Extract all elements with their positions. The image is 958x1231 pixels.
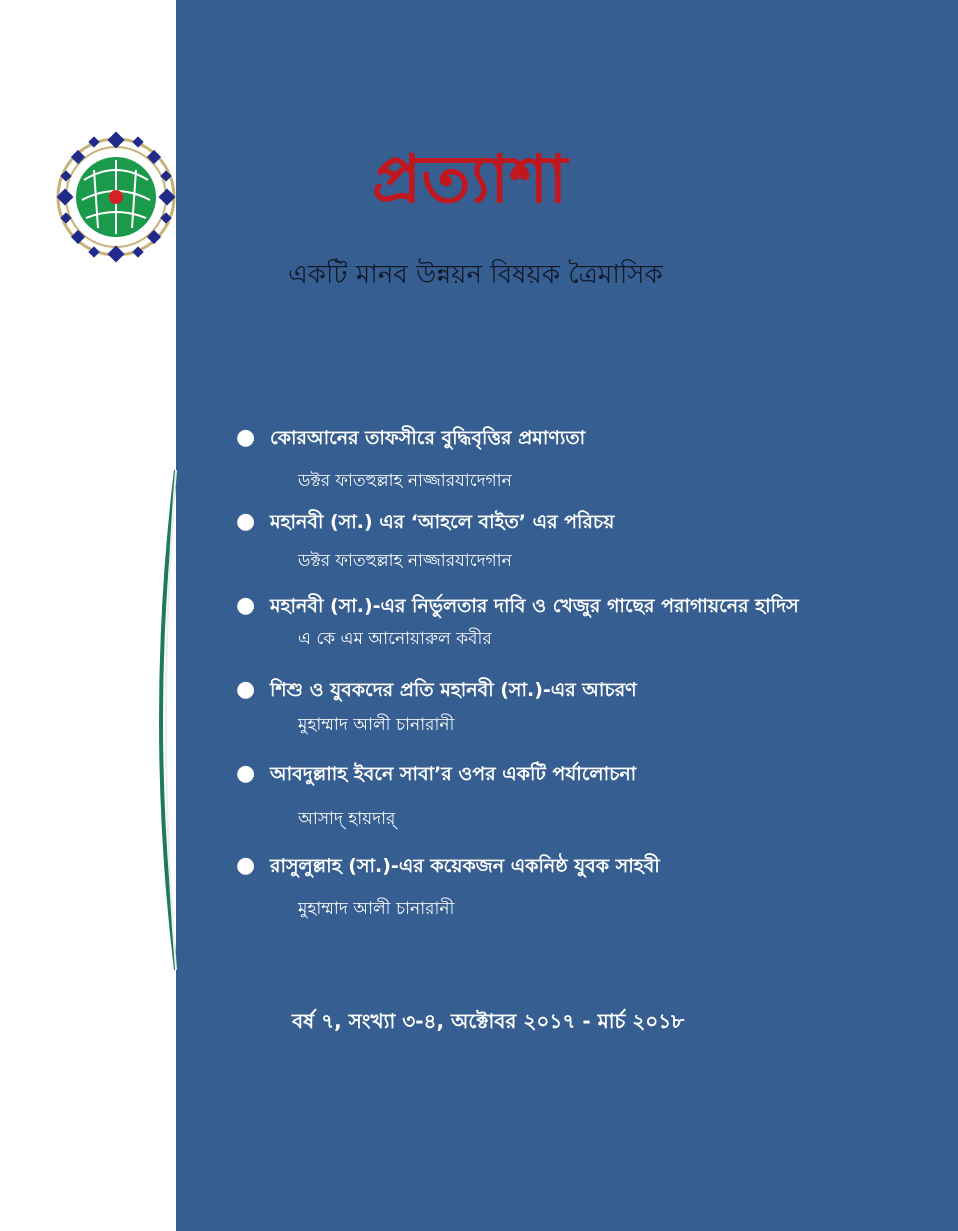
article-title: রাসুলুল্লাহ (সা.)-এর কয়েকজন একনিষ্ঠ যুবক সাহবী <box>270 855 660 877</box>
toc-item <box>236 504 936 588</box>
article-title: কোরআনের তাফসীরে বুদ্ধিবৃত্তির প্রমাণ্যতা <box>270 427 586 449</box>
bullet-icon: ● <box>236 853 256 878</box>
toc-item <box>236 672 936 756</box>
toc-item <box>236 848 936 932</box>
article-author: মুহাম্মাদ আলী চানারানী <box>298 899 455 919</box>
article-title: মহানবী (সা.)-এর নির্ভুলতার দাবি ও খেজুর গাছের পরাগায়নের হাদিস <box>270 595 799 617</box>
bullet-icon: ● <box>236 425 256 450</box>
article-author: আসাদ্ হায়দার্ <box>298 809 396 829</box>
toc-item <box>236 588 936 672</box>
article-author: ডক্টর ফাতহুল্লাহ নাজ্জারযাদেগান <box>298 551 512 571</box>
article-author: ডক্টর ফাতহুল্লাহ নাজ্জারযাদেগান <box>298 471 512 491</box>
toc-item <box>236 420 936 504</box>
article-author: এ কে এম আনোয়ারুল কবীর <box>298 629 492 649</box>
emblem-logo <box>54 110 178 284</box>
issue-info: বর্ষ ৭, সংখ্যা ৩-৪, অক্টোবর ২০১৭ - মার্চ ২০১৮ <box>292 1009 685 1033</box>
article-title: শিশু ও যুবকদের প্রতি মহানবী (সা.)-এর আচরণ <box>270 679 637 701</box>
bullet-icon: ● <box>236 593 256 618</box>
toc-item <box>236 756 936 848</box>
bullet-icon: ● <box>236 761 256 786</box>
bullet-icon: ● <box>236 677 256 702</box>
article-title: মহানবী (সা.) এর ‘আহলে বাইত’ এর পরিচয় <box>270 511 615 533</box>
journal-title: প্রত্যাশা <box>372 140 568 218</box>
table-of-contents <box>236 420 936 932</box>
article-author: মুহাম্মাদ আলী চানারানী <box>298 715 455 735</box>
bullet-icon: ● <box>236 509 256 534</box>
article-title: আবদুল্লাাহ ইবনে সাবা’র ওপর একটি পর্যালোচনা <box>270 763 637 785</box>
journal-subtitle: একটি মানব উন্নয়ন বিষয়ক ত্রৈমাসিক <box>288 260 663 290</box>
